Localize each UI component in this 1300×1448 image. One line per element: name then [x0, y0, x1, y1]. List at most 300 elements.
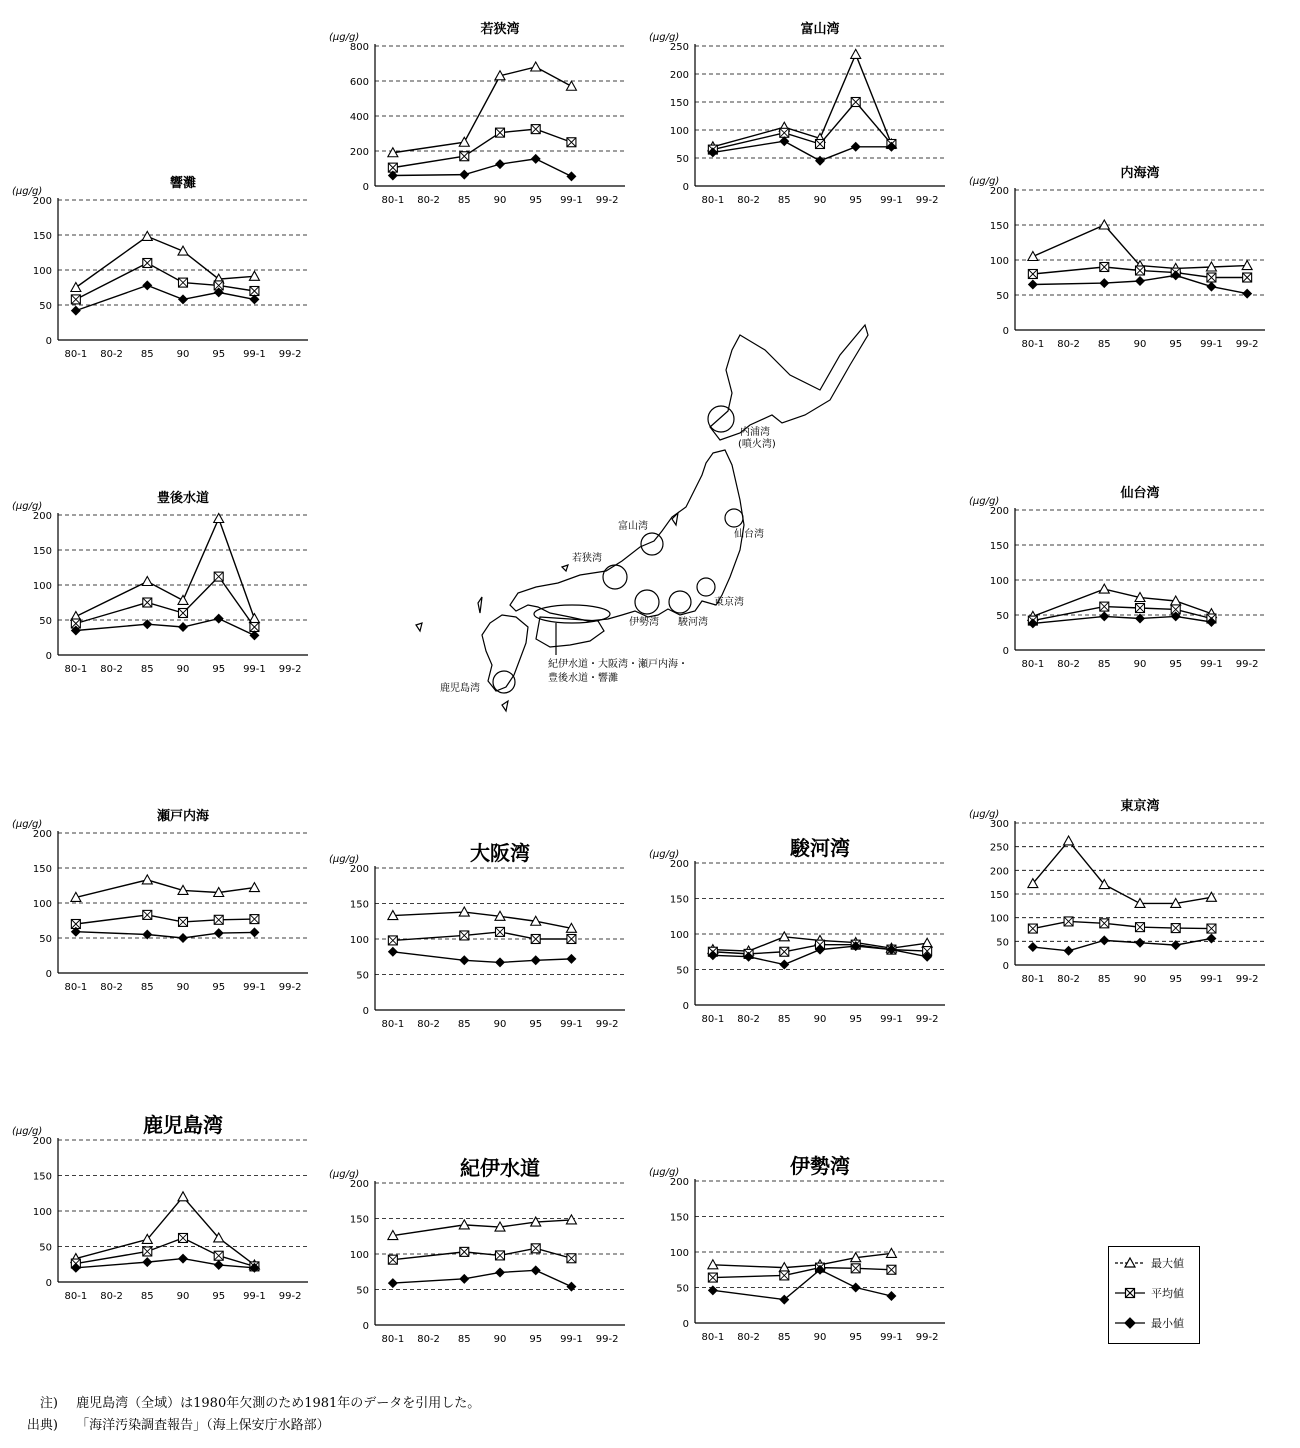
tsushima-outline — [478, 597, 482, 613]
map-label-kii-group-2: 豊後水道・響灘 — [548, 673, 618, 684]
x-tick-label: 90 — [493, 1019, 507, 1030]
y-tick-label: 100 — [32, 899, 52, 910]
circle-toyama — [641, 533, 663, 555]
point-min — [142, 1257, 152, 1267]
y-tick-label: 50 — [39, 1242, 52, 1254]
point-max — [566, 1215, 576, 1224]
point-min — [1099, 611, 1109, 621]
point-min — [815, 156, 825, 166]
point-mean — [179, 278, 188, 287]
y-tick-label: 100 — [989, 913, 1009, 925]
point-mean — [1100, 919, 1109, 928]
point-min — [214, 1260, 224, 1270]
legend-label-min: 最小値 — [1151, 1317, 1184, 1330]
footnote-label: 注) — [39, 1396, 58, 1411]
point-min — [388, 1278, 398, 1288]
x-tick-label: 80-1 — [381, 195, 405, 206]
y-tick-label: 0 — [45, 1278, 52, 1289]
y-axis-unit: (μg/g) — [329, 854, 360, 865]
series-line-triangle — [713, 54, 892, 146]
circle-tokyo — [697, 578, 715, 596]
series-line-square — [76, 1238, 255, 1266]
point-min — [388, 947, 398, 957]
y-tick-label: 0 — [45, 651, 52, 662]
x-tick-label: 99-2 — [278, 349, 302, 360]
chart-title: 瀬戸内海 — [156, 809, 210, 824]
point-mean — [780, 1271, 789, 1280]
series-line-square — [713, 102, 892, 150]
x-tick-label: 80-2 — [737, 1014, 760, 1025]
point-min — [708, 1285, 718, 1295]
point-mean — [214, 1251, 223, 1260]
x-tick-label: 95 — [849, 1014, 863, 1025]
y-tick-label: 400 — [349, 112, 369, 123]
point-min — [1064, 946, 1074, 956]
x-tick-label: 80-1 — [381, 1019, 405, 1030]
point-mean — [531, 1244, 540, 1253]
point-mean — [143, 259, 152, 268]
chart-title: 若狭湾 — [480, 22, 520, 37]
x-tick-label: 80-2 — [100, 982, 123, 993]
legend — [1108, 1246, 1200, 1344]
y-tick-label: 150 — [669, 1212, 689, 1224]
y-tick-label: 0 — [362, 1006, 369, 1017]
y-axis-unit: (μg/g) — [12, 1126, 43, 1137]
y-tick-label: 200 — [349, 147, 369, 158]
point-min — [142, 619, 152, 629]
y-axis-unit: (μg/g) — [12, 819, 43, 830]
chart-title: 東京湾 — [1120, 799, 1160, 814]
chart-seto — [8, 805, 318, 1003]
point-min — [71, 306, 81, 316]
y-tick-label: 200 — [349, 864, 369, 875]
x-tick-label: 80-1 — [701, 195, 725, 206]
source-text: 「海洋汚染調査報告」（海上保安庁水路部） — [76, 1418, 330, 1433]
y-tick-label: 0 — [1002, 326, 1009, 337]
series-line-diamond — [393, 952, 572, 963]
chart-suruga — [645, 835, 955, 1035]
y-tick-label: 150 — [32, 864, 52, 875]
series-line-diamond — [1033, 938, 1212, 950]
x-tick-label: 99-1 — [243, 349, 266, 360]
point-max — [1099, 220, 1109, 229]
x-tick-label: 99-1 — [1200, 974, 1223, 985]
point-mean — [1136, 604, 1145, 613]
point-mean — [1207, 273, 1216, 282]
chart-title: 大阪湾 — [470, 841, 530, 865]
series-line-diamond — [76, 619, 255, 636]
point-mean — [143, 910, 152, 919]
point-mean — [143, 598, 152, 607]
y-tick-label: 0 — [45, 336, 52, 347]
point-mean — [531, 125, 540, 134]
x-tick-label: 90 — [176, 1291, 190, 1302]
x-tick-label: 95 — [212, 349, 226, 360]
series-line-triangle — [76, 880, 255, 898]
y-tick-label: 100 — [989, 576, 1009, 587]
x-tick-label: 99-2 — [915, 1332, 939, 1343]
y-tick-label: 150 — [32, 546, 52, 557]
oki-outline — [562, 565, 568, 571]
map-label-kii-group-1: 紀伊水道・大阪湾・瀬戸内海・ — [548, 659, 688, 670]
x-tick-label: 80-2 — [1057, 339, 1080, 350]
x-tick-label: 99-2 — [1235, 659, 1259, 670]
circle-wakasa — [603, 565, 627, 589]
y-axis-unit: (μg/g) — [12, 186, 43, 197]
x-tick-label: 90 — [813, 1332, 827, 1343]
y-tick-label: 300 — [989, 819, 1009, 830]
y-tick-label: 50 — [356, 1285, 369, 1297]
map-label-toyama: 富山湾 — [618, 521, 648, 532]
x-tick-label: 95 — [529, 195, 543, 206]
x-tick-label: 80-1 — [64, 349, 88, 360]
point-min — [1206, 282, 1216, 292]
point-mean — [179, 1233, 188, 1242]
x-tick-label: 99-1 — [880, 1332, 903, 1343]
y-tick-label: 200 — [32, 511, 52, 522]
legend-label-max: 最大値 — [1151, 1257, 1184, 1270]
x-tick-label: 99-1 — [243, 664, 266, 675]
point-min — [1099, 278, 1109, 288]
x-tick-label: 85 — [140, 664, 154, 675]
point-max — [1028, 252, 1038, 261]
x-tick-label: 80-1 — [64, 982, 88, 993]
y-tick-label: 50 — [39, 301, 52, 312]
x-tick-label: 80-2 — [737, 1332, 760, 1343]
chart-title: 紀伊水道 — [460, 1156, 540, 1180]
x-tick-label: 99-2 — [915, 1014, 939, 1025]
point-min — [566, 954, 576, 964]
tanegashima-outline — [502, 701, 508, 711]
y-tick-label: 50 — [996, 291, 1009, 302]
point-max — [886, 1248, 896, 1257]
x-tick-label: 99-1 — [1200, 659, 1223, 670]
legend-square-marker — [1126, 1289, 1135, 1298]
point-min — [1206, 933, 1216, 943]
series-line-square — [76, 915, 255, 924]
y-tick-label: 100 — [32, 581, 52, 592]
x-tick-label: 95 — [849, 195, 863, 206]
map-label-tokyo: 東京湾 — [714, 597, 744, 608]
source-note — [10, 1414, 330, 1433]
kyushu-outline — [482, 615, 528, 691]
y-tick-label: 200 — [32, 196, 52, 207]
point-max — [851, 49, 861, 58]
point-min — [1242, 289, 1252, 299]
series-line-triangle — [393, 67, 572, 153]
point-mean — [1171, 924, 1180, 933]
point-max — [142, 577, 152, 586]
x-tick-label: 80-2 — [417, 1334, 440, 1345]
x-tick-label: 80-1 — [381, 1334, 405, 1345]
point-min — [178, 933, 188, 943]
point-mean — [179, 609, 188, 618]
y-tick-label: 800 — [349, 42, 369, 53]
y-tick-label: 600 — [349, 77, 369, 88]
point-min — [249, 927, 259, 937]
point-max — [178, 595, 188, 604]
x-tick-label: 95 — [529, 1019, 543, 1030]
x-tick-label: 85 — [1097, 974, 1111, 985]
series-line-triangle — [393, 912, 572, 928]
y-tick-label: 200 — [989, 506, 1009, 517]
x-tick-label: 80-2 — [100, 664, 123, 675]
point-mean — [179, 917, 188, 926]
y-tick-label: 200 — [32, 1136, 52, 1147]
point-min — [214, 928, 224, 938]
chart-title: 富山湾 — [800, 22, 840, 37]
y-tick-label: 100 — [669, 1248, 689, 1259]
map-label-uchiura: 内浦湾 — [740, 427, 770, 438]
y-tick-label: 200 — [669, 70, 689, 81]
point-max — [178, 246, 188, 255]
point-mean — [496, 128, 505, 137]
y-tick-label: 0 — [45, 969, 52, 980]
point-min — [531, 955, 541, 965]
point-min — [495, 159, 505, 169]
y-tick-label: 150 — [669, 894, 689, 906]
chart-ise — [645, 1153, 955, 1353]
point-min — [779, 960, 789, 970]
y-axis-unit: (μg/g) — [649, 849, 680, 860]
point-max — [922, 938, 932, 947]
y-tick-label: 150 — [32, 1171, 52, 1183]
y-tick-label: 0 — [682, 1319, 689, 1330]
x-tick-label: 80-2 — [1057, 659, 1080, 670]
point-min — [142, 280, 152, 290]
x-tick-label: 99-1 — [880, 195, 903, 206]
x-tick-label: 85 — [457, 1334, 471, 1345]
x-tick-label: 99-2 — [595, 1334, 619, 1345]
y-tick-label: 0 — [682, 1001, 689, 1012]
y-tick-label: 100 — [669, 930, 689, 941]
y-tick-label: 50 — [39, 934, 52, 945]
point-max — [178, 1192, 188, 1201]
chart-kii — [325, 1155, 635, 1355]
point-mean — [567, 1254, 576, 1263]
point-mean — [388, 936, 397, 945]
y-tick-label: 150 — [669, 98, 689, 109]
point-max — [1064, 836, 1074, 845]
x-tick-label: 90 — [493, 195, 507, 206]
x-tick-label: 99-1 — [880, 1014, 903, 1025]
point-min — [851, 142, 861, 152]
map-label-sendai: 仙台湾 — [734, 529, 764, 540]
x-tick-label: 99-1 — [243, 982, 266, 993]
series-line-diamond — [76, 932, 255, 938]
x-tick-label: 90 — [813, 1014, 827, 1025]
point-min — [178, 1254, 188, 1264]
map-label-wakasa: 若狭湾 — [572, 553, 602, 564]
y-axis-unit: (μg/g) — [649, 1167, 680, 1178]
point-min — [851, 1283, 861, 1293]
x-tick-label: 99-1 — [1200, 339, 1223, 350]
y-tick-label: 50 — [996, 611, 1009, 622]
x-tick-label: 85 — [777, 195, 791, 206]
map-label-suruga: 駿河湾 — [678, 617, 708, 628]
x-tick-label: 99-2 — [595, 195, 619, 206]
point-mean — [708, 1273, 717, 1282]
point-mean — [388, 1255, 397, 1264]
x-tick-label: 85 — [457, 195, 471, 206]
point-min — [214, 614, 224, 624]
point-min — [495, 1267, 505, 1277]
y-tick-label: 100 — [349, 935, 369, 946]
chart-bungo — [8, 487, 318, 685]
y-tick-label: 50 — [356, 970, 369, 982]
y-axis-unit: (μg/g) — [969, 176, 1000, 187]
x-tick-label: 90 — [1133, 339, 1147, 350]
x-tick-label: 85 — [1097, 659, 1111, 670]
series-line-diamond — [393, 1270, 572, 1286]
x-tick-label: 95 — [212, 982, 226, 993]
point-min — [459, 170, 469, 180]
point-max — [249, 883, 259, 892]
point-mean — [531, 935, 540, 944]
x-tick-label: 80-1 — [1021, 974, 1045, 985]
x-tick-label: 80-2 — [417, 195, 440, 206]
x-tick-label: 95 — [212, 664, 226, 675]
point-max — [531, 62, 541, 71]
series-line-triangle — [76, 236, 255, 287]
y-tick-label: 150 — [989, 221, 1009, 232]
x-tick-label: 99-1 — [243, 1291, 266, 1302]
point-mean — [1064, 917, 1073, 926]
x-tick-label: 85 — [1097, 339, 1111, 350]
chart-uchiura — [965, 162, 1275, 360]
point-mean — [460, 1247, 469, 1256]
x-tick-label: 99-1 — [560, 195, 583, 206]
series-line-diamond — [713, 1270, 892, 1300]
chart-title: 響灘 — [169, 176, 197, 191]
x-tick-label: 80-1 — [701, 1332, 725, 1343]
point-min — [531, 154, 541, 164]
y-tick-label: 100 — [32, 266, 52, 277]
point-min — [1135, 938, 1145, 948]
point-min — [178, 294, 188, 304]
series-line-square — [76, 577, 255, 627]
x-tick-label: 85 — [140, 349, 154, 360]
point-mean — [214, 915, 223, 924]
series-line-square — [713, 1268, 892, 1278]
x-tick-label: 95 — [1169, 339, 1183, 350]
y-tick-label: 150 — [32, 231, 52, 242]
x-tick-label: 90 — [813, 195, 827, 206]
ellipse-seto — [534, 605, 610, 623]
point-mean — [496, 927, 505, 936]
point-mean — [71, 295, 80, 304]
point-max — [1099, 584, 1109, 593]
point-mean — [780, 128, 789, 137]
point-max — [459, 1220, 469, 1229]
point-max — [249, 271, 259, 280]
point-mean — [460, 152, 469, 161]
series-line-diamond — [1033, 616, 1212, 623]
point-max — [779, 932, 789, 941]
y-tick-label: 150 — [989, 541, 1009, 552]
circle-sendai — [725, 509, 743, 527]
y-tick-label: 250 — [989, 842, 1009, 854]
y-tick-label: 0 — [682, 182, 689, 193]
y-tick-label: 0 — [1002, 961, 1009, 972]
x-tick-label: 99-1 — [560, 1019, 583, 1030]
x-tick-label: 99-2 — [1235, 339, 1259, 350]
chart-wakasa — [325, 18, 635, 216]
x-tick-label: 90 — [493, 1334, 507, 1345]
chart-title: 駿河湾 — [790, 836, 850, 860]
point-min — [1099, 935, 1109, 945]
point-mean — [887, 1265, 896, 1274]
y-tick-label: 100 — [32, 1207, 52, 1218]
chart-hibiki — [8, 172, 318, 370]
y-axis-unit: (μg/g) — [969, 809, 1000, 820]
chart-title: 伊勢湾 — [790, 1154, 850, 1178]
chart-title: 豊後水道 — [156, 491, 210, 506]
chart-title: 仙台湾 — [1120, 486, 1160, 501]
point-mean — [1243, 273, 1252, 282]
x-tick-label: 85 — [777, 1014, 791, 1025]
goto-outline — [416, 623, 422, 631]
circle-uchiura — [708, 406, 734, 432]
x-tick-label: 85 — [140, 982, 154, 993]
point-mean — [1028, 270, 1037, 279]
footnote — [10, 1392, 480, 1411]
y-tick-label: 0 — [362, 1321, 369, 1332]
x-tick-label: 85 — [777, 1332, 791, 1343]
point-mean — [214, 572, 223, 581]
y-axis-unit: (μg/g) — [12, 501, 43, 512]
x-tick-label: 80-2 — [100, 349, 123, 360]
y-tick-label: 100 — [669, 126, 689, 137]
map-label-ise: 伊勢湾 — [629, 617, 659, 628]
y-tick-label: 100 — [349, 1250, 369, 1261]
y-tick-label: 50 — [676, 154, 689, 165]
point-mean — [496, 1251, 505, 1260]
series-line-triangle — [76, 519, 255, 619]
x-tick-label: 80-1 — [64, 1291, 88, 1302]
x-tick-label: 99-2 — [595, 1019, 619, 1030]
japan-map — [410, 315, 890, 725]
series-line-triangle — [393, 1220, 572, 1236]
point-max — [142, 875, 152, 884]
x-tick-label: 80-1 — [1021, 339, 1045, 350]
x-tick-label: 80-1 — [1021, 659, 1045, 670]
x-tick-label: 85 — [457, 1019, 471, 1030]
y-axis-unit: (μg/g) — [329, 1169, 360, 1180]
point-max — [459, 137, 469, 146]
y-tick-label: 150 — [349, 899, 369, 911]
series-line-square — [1033, 921, 1212, 928]
x-tick-label: 99-2 — [1235, 974, 1259, 985]
y-tick-label: 150 — [989, 890, 1009, 901]
x-tick-label: 95 — [529, 1334, 543, 1345]
series-line-triangle — [713, 1253, 892, 1267]
chart-toyama — [645, 18, 955, 216]
x-tick-label: 95 — [1169, 659, 1183, 670]
point-max — [142, 231, 152, 240]
point-min — [459, 1274, 469, 1284]
x-tick-label: 85 — [140, 1291, 154, 1302]
point-mean — [250, 287, 259, 296]
point-mean — [1207, 924, 1216, 933]
x-tick-label: 90 — [1133, 974, 1147, 985]
y-tick-label: 200 — [32, 829, 52, 840]
y-tick-label: 50 — [676, 1283, 689, 1295]
footnote-text: 鹿児島湾（全域）は1980年欠測のため1981年のデータを引用した。 — [76, 1396, 481, 1411]
point-mean — [1136, 923, 1145, 932]
series-line-diamond — [76, 1259, 255, 1268]
point-mean — [460, 931, 469, 940]
